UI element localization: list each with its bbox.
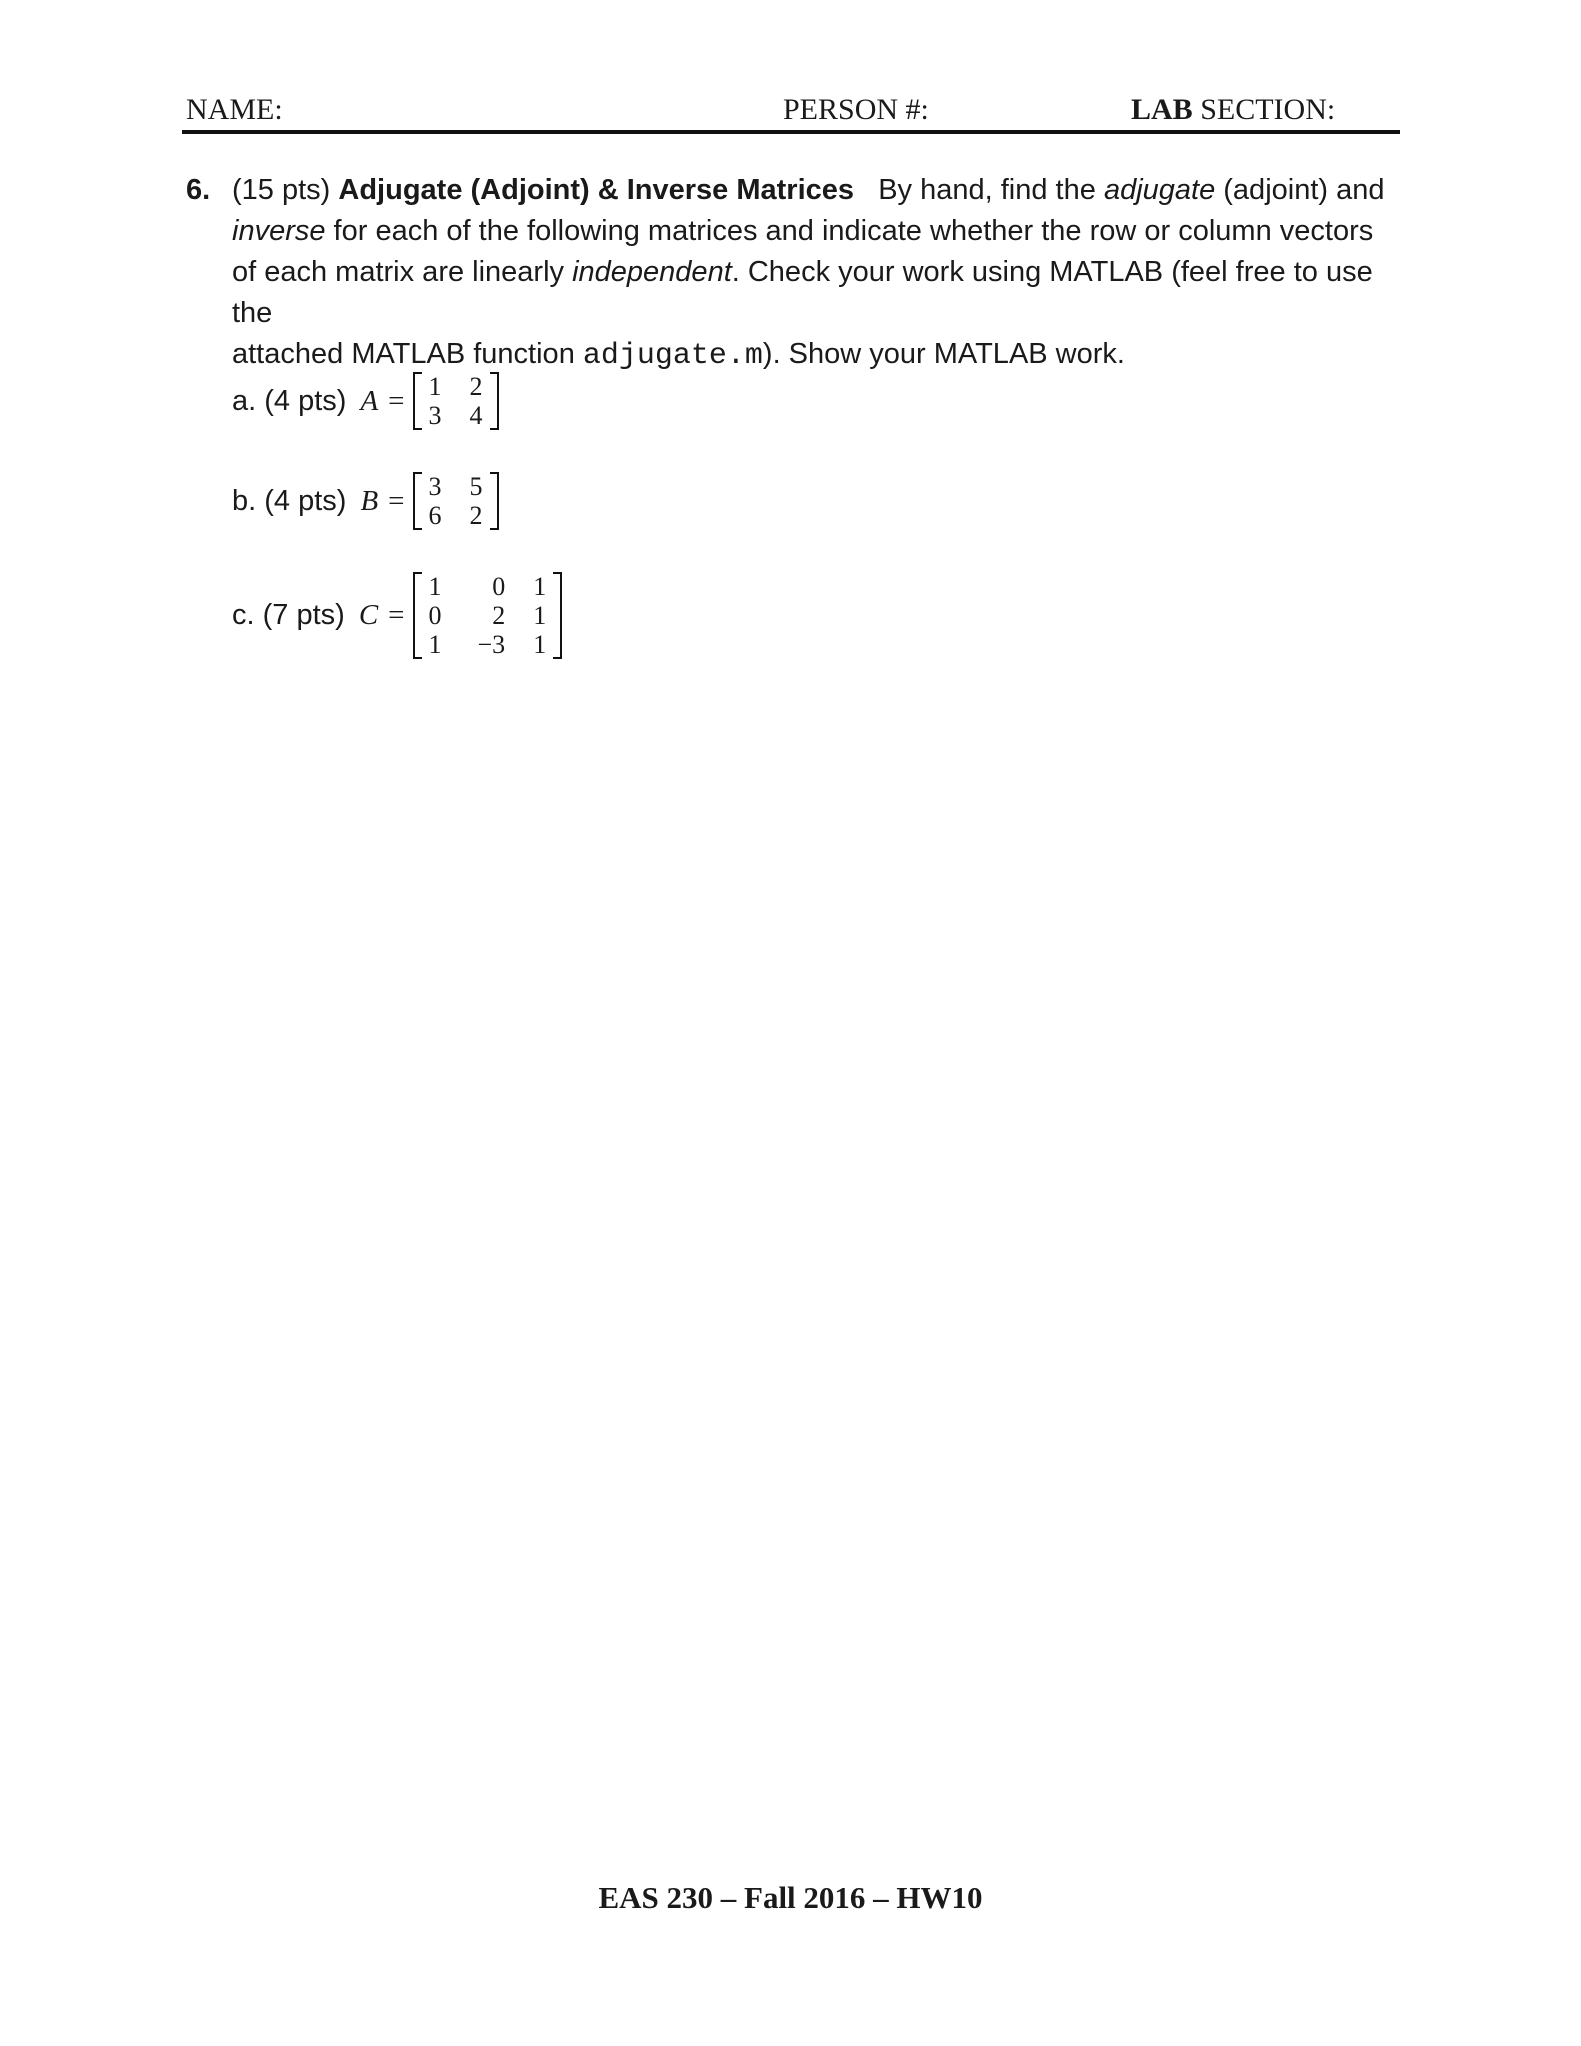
lab-section-label — [1131, 93, 1335, 127]
part-c-variable: C — [358, 599, 379, 631]
lab-bold: LAB — [1131, 93, 1193, 126]
problem-text-3: (adjoint) and — [1215, 174, 1385, 206]
matrix-a-cell: 1 — [428, 372, 442, 401]
part-b-label: b. (4 pts) — [232, 484, 347, 517]
part-c — [232, 572, 562, 659]
matrix-b-right-bracket — [490, 472, 499, 530]
matrix-c-cell: 1 — [533, 601, 547, 630]
part-c-label: c. (7 pts) — [232, 599, 345, 631]
matrix-b-left-bracket — [413, 472, 422, 530]
person-number-label: PERSON #: — [783, 93, 929, 126]
part-b-variable: B — [360, 484, 379, 517]
code-filename: adjugate.m — [582, 339, 763, 373]
matrix-c — [413, 572, 563, 659]
problem-points: (15 pts) — [232, 174, 331, 206]
problem-text-2: adjugate — [1103, 174, 1216, 206]
name-label: NAME: — [186, 93, 283, 126]
matrix-a-right-bracket — [490, 372, 499, 430]
part-a-variable: A — [360, 384, 379, 417]
problem-6 — [186, 170, 1416, 377]
matrix-c-right-bracket — [553, 572, 562, 659]
part-a-label: a. (4 pts) — [232, 384, 347, 417]
matrix-c-cell: 1 — [428, 572, 442, 601]
problem-text-6: of each matrix are linearly — [232, 256, 573, 288]
matrix-a-left-bracket — [413, 372, 422, 430]
matrix-c-cell: 2 — [492, 601, 506, 630]
matrix-a — [413, 372, 499, 430]
lab-section-rest: SECTION: — [1192, 93, 1336, 126]
matrix-a-cell: 4 — [469, 401, 483, 430]
problem-number: 6. — [186, 174, 211, 206]
header-rule — [182, 130, 1400, 134]
problem-text-10: ). Show your MATLAB work. — [762, 338, 1125, 370]
problem-text — [232, 170, 1416, 377]
matrix-c-cell: 0 — [428, 601, 442, 630]
problem-title: Adjugate (Adjoint) & Inverse Matrices — [338, 174, 855, 206]
matrix-c-cell: 1 — [533, 572, 547, 601]
problem-text-4: inverse — [232, 215, 326, 247]
part-c-equals: = — [388, 599, 405, 631]
problem-text-9: attached MATLAB function — [232, 338, 583, 370]
problem-text-7: independent — [572, 256, 732, 288]
matrix-c-cell: 0 — [492, 572, 506, 601]
matrix-c-cell: 1 — [428, 630, 442, 659]
matrix-a-cell: 2 — [469, 372, 483, 401]
part-a — [232, 372, 499, 430]
matrix-b-cell: 2 — [469, 501, 483, 530]
part-b-equals: = — [388, 484, 405, 517]
footer-course-label: EAS 230 – Fall 2016 – HW10 — [598, 1880, 983, 1915]
part-b — [232, 472, 499, 530]
matrix-b-cell: 5 — [469, 472, 483, 501]
problem-text-5: for each of the following matrices and indicate whether the row or column vectors — [325, 215, 1374, 247]
matrix-b-cell: 6 — [428, 501, 442, 530]
matrix-c-cell: 1 — [533, 630, 547, 659]
matrix-b — [413, 472, 499, 530]
matrix-a-cell: 3 — [428, 401, 442, 430]
matrix-b-cell: 3 — [428, 472, 442, 501]
matrix-c-left-bracket — [413, 572, 422, 659]
part-a-equals: = — [388, 384, 405, 417]
problem-text-1: By hand, find the — [878, 174, 1104, 206]
problem-text-8: . Check your work using MATLAB (feel free to use the — [232, 256, 1373, 329]
matrix-c-cell: −3 — [477, 630, 506, 659]
